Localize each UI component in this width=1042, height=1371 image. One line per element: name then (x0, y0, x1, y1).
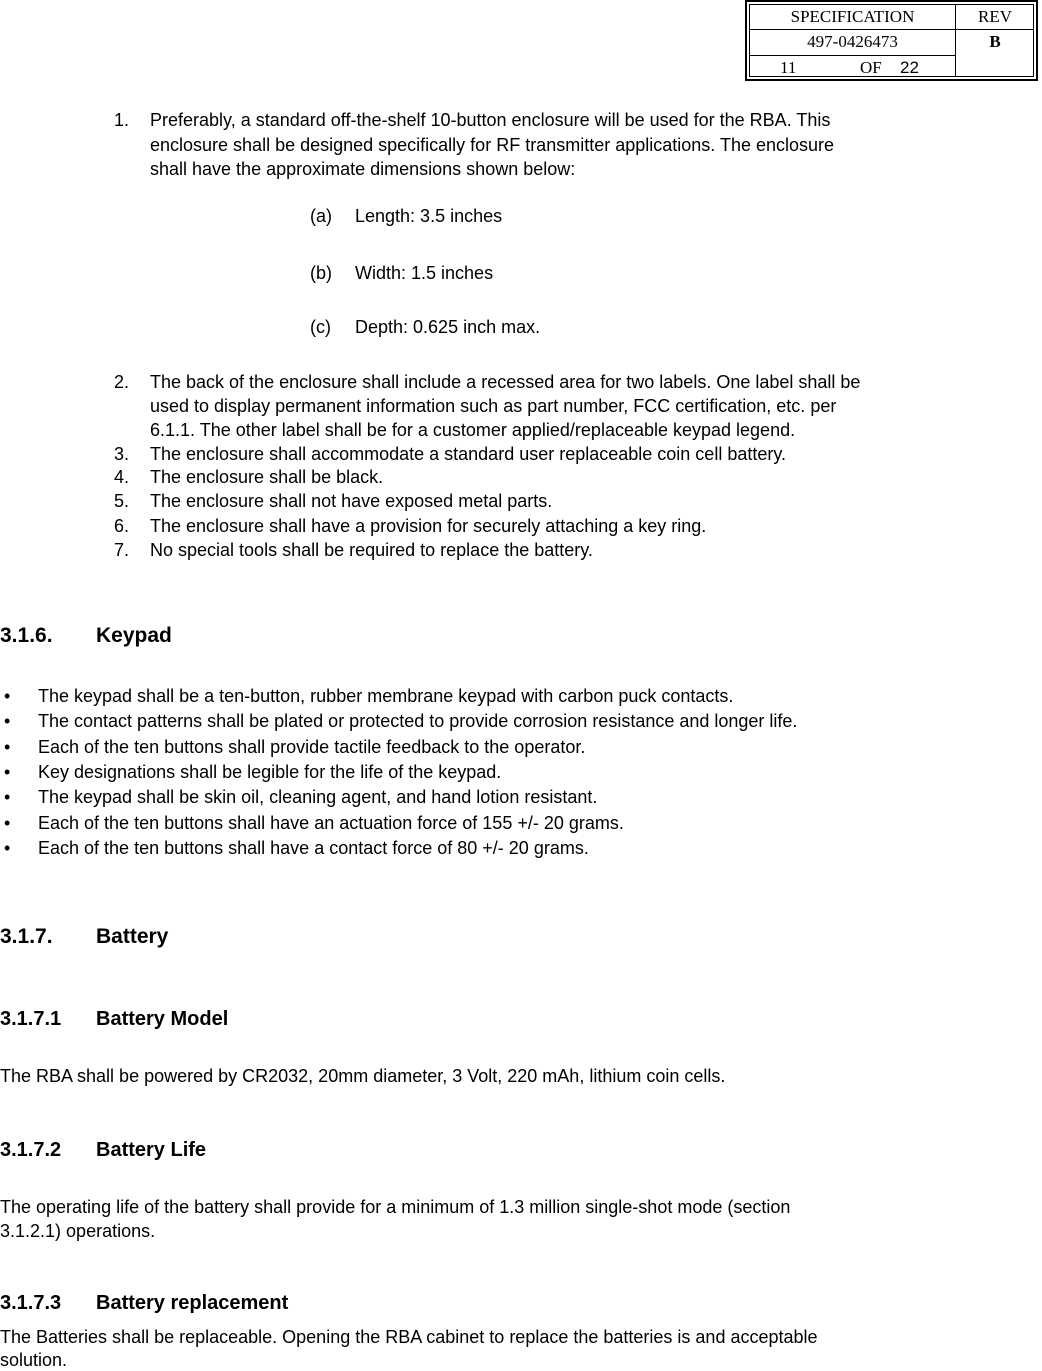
dimension-label: (b) (310, 263, 332, 283)
item2-line: The back of the enclosure shall include a recessed area for two labels. One label shall be (150, 372, 861, 392)
keypad-bullet: Each of the ten buttons shall have a contact force of 80 +/- 20 grams. (38, 838, 589, 858)
bullet-icon: • (4, 711, 11, 731)
keypad-bullet: The contact patterns shall be plated or protected to provide corrosion resistance and longer life. (38, 711, 798, 731)
section-title: Battery (96, 925, 169, 948)
doc-number: 497-0426473 (807, 32, 898, 51)
dimension-label: (a) (310, 206, 332, 226)
page-number: 11 (780, 58, 797, 77)
list-number: 3. (114, 444, 130, 464)
page-total: 22 (900, 58, 919, 77)
list-item: The enclosure shall have a provision for securely attaching a key ring. (150, 516, 707, 536)
section-number: 3.1.6. (0, 624, 53, 647)
battery-replacement-line: The Batteries shall be replaceable. Opening the RBA cabinet to replace the batteries is and acceptable (0, 1327, 818, 1347)
spec-label: SPECIFICATION (790, 7, 915, 26)
subsection-number: 3.1.7.2 (0, 1139, 62, 1161)
subsection-title: Battery replacement (96, 1292, 289, 1314)
dimension-label: (c) (310, 317, 331, 337)
battery-replacement-line: solution. (0, 1350, 68, 1370)
bullet-icon: • (4, 762, 11, 782)
list-item: No special tools shall be required to replace the battery. (150, 540, 593, 560)
item1-line: enclosure shall be designed specifically for RF transmitter applications. The enclosure (150, 135, 835, 155)
battery-life-line: 3.1.2.1) operations. (0, 1221, 156, 1241)
subsection-title: Battery Model (96, 1008, 229, 1030)
list-item: The enclosure shall not have exposed metal parts. (150, 491, 553, 511)
bullet-icon: • (4, 787, 11, 807)
keypad-bullet: Each of the ten buttons shall have an actuation force of 155 +/- 20 grams. (38, 813, 624, 833)
battery-life-line: The operating life of the battery shall provide for a minimum of 1.3 million single-shot mode (section (0, 1197, 791, 1217)
keypad-bullet: The keypad shall be skin oil, cleaning agent, and hand lotion resistant. (38, 787, 598, 807)
dimension-width: Width: 1.5 inches (355, 263, 494, 283)
keypad-bullet: Key designations shall be legible for the life of the keypad. (38, 762, 502, 782)
subsection-title: Battery Life (96, 1139, 207, 1161)
keypad-bullet: The keypad shall be a ten-button, rubber membrane keypad with carbon puck contacts. (38, 686, 734, 706)
list-item: The enclosure shall be black. (150, 467, 384, 487)
rev-label: REV (978, 7, 1012, 26)
spec-header-box (745, 0, 1038, 81)
item1-line: shall have the approximate dimensions shown below: (150, 159, 576, 179)
list-number: 1. (114, 110, 130, 130)
subsection-number: 3.1.7.3 (0, 1292, 62, 1314)
list-number: 5. (114, 491, 130, 511)
of-label: OF (860, 58, 882, 77)
dimension-length: Length: 3.5 inches (355, 206, 503, 226)
section-title: Keypad (96, 624, 172, 647)
list-number: 7. (114, 540, 130, 560)
rev-value: B (989, 32, 1001, 51)
item1-line: Preferably, a standard off-the-shelf 10-button enclosure will be used for the RBA. This (150, 110, 831, 130)
keypad-bullet: Each of the ten buttons shall provide tactile feedback to the operator. (38, 737, 586, 757)
bullet-icon: • (4, 686, 11, 706)
battery-model-text: The RBA shall be powered by CR2032, 20mm diameter, 3 Volt, 220 mAh, lithium coin cells. (0, 1066, 726, 1086)
dimension-depth: Depth: 0.625 inch max. (355, 317, 541, 337)
bullet-icon: • (4, 838, 11, 858)
item2-line: 6.1.1. The other label shall be for a customer applied/replaceable keypad legend. (150, 420, 796, 440)
list-item: The enclosure shall accommodate a standard user replaceable coin cell battery. (150, 444, 787, 464)
section-number: 3.1.7. (0, 925, 53, 948)
list-number: 4. (114, 467, 130, 487)
item2-line: used to display permanent information such as part number, FCC certification, etc. per (150, 396, 837, 416)
list-number: 6. (114, 516, 130, 536)
subsection-number: 3.1.7.1 (0, 1008, 62, 1030)
bullet-icon: • (4, 737, 11, 757)
list-number: 2. (114, 372, 130, 392)
bullet-icon: • (4, 813, 11, 833)
